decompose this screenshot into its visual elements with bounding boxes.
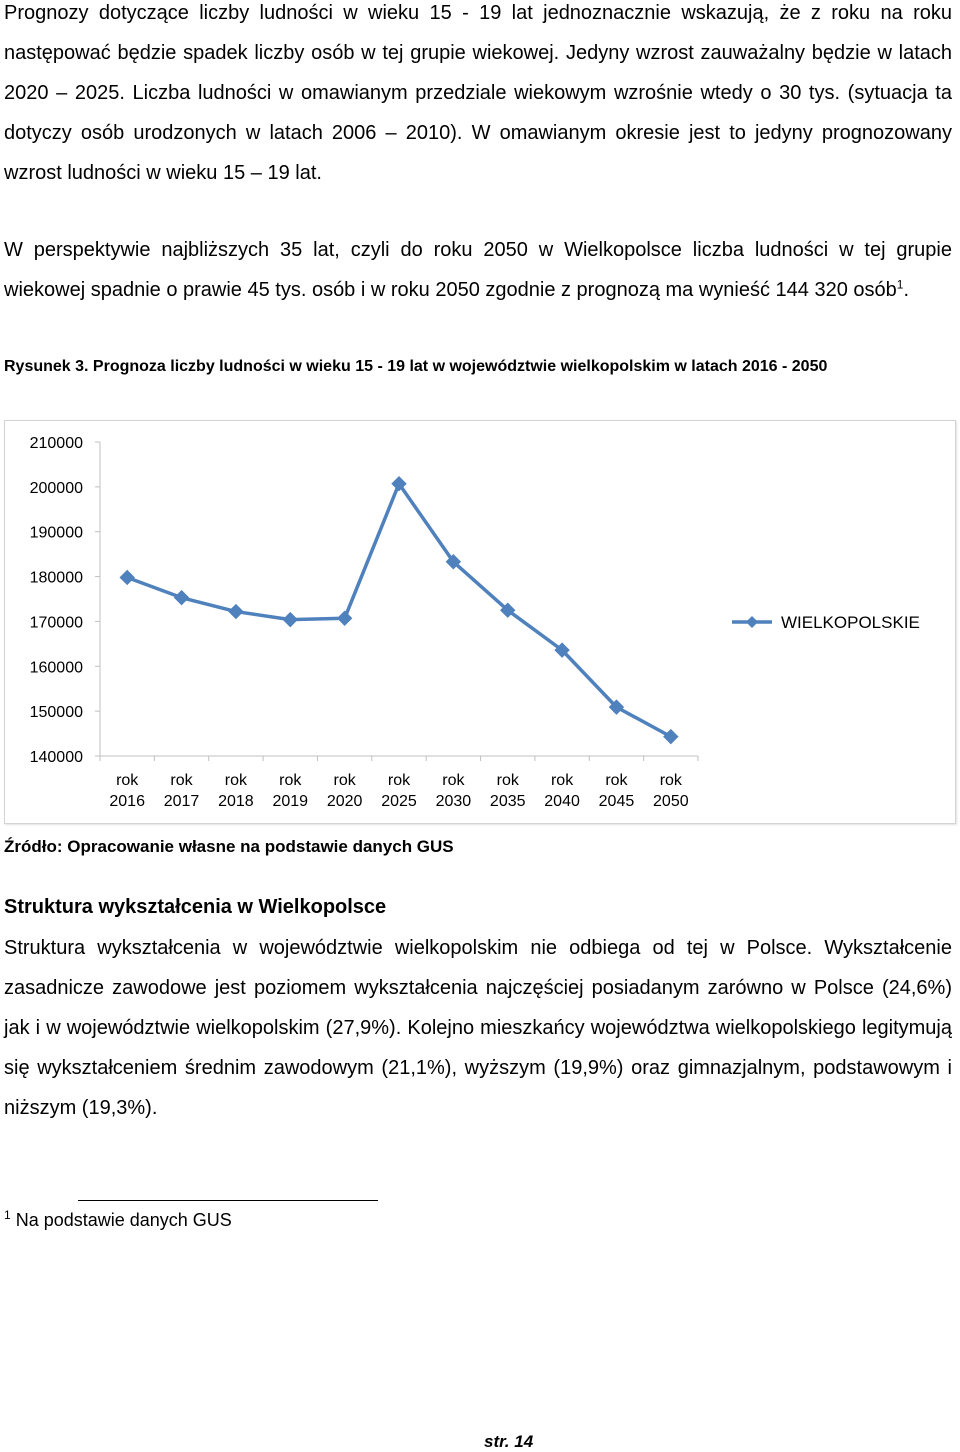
x-tick-label-line: 2016 (109, 793, 145, 810)
x-tick-label-line: rok (116, 772, 139, 789)
x-tick-label-line: 2019 (272, 793, 309, 810)
y-tick-label: 160000 (29, 659, 83, 677)
paragraph-education-structure (4, 928, 952, 1128)
y-tick-label: 190000 (29, 524, 83, 542)
data-point-marker (664, 730, 678, 744)
x-tick-label-line: 2050 (653, 793, 689, 810)
x-tick-label (109, 772, 145, 810)
y-tick-label: 200000 (29, 479, 83, 497)
x-tick-label-line: 2035 (489, 793, 526, 810)
paragraph-text: W perspektywie najbliższych 35 lat, czyli do roku 2050 w Wielkopolsce liczba ludności w tej grupie wiekowej spadnie o prawie 45 tys. osób i w roku 2050 zgodnie z prognozą ma wynieść 144 320 osób (4, 239, 952, 301)
data-point-marker (120, 570, 134, 584)
legend-label: WIELKOPOLSKIE (781, 613, 920, 632)
x-tick-label-line: rok (659, 772, 682, 789)
data-point-marker (283, 613, 297, 627)
x-tick-label (436, 772, 472, 810)
x-tick-label (599, 772, 635, 810)
series-line (127, 484, 671, 737)
x-tick-label-line: 2030 (435, 793, 472, 810)
x-tick-label (381, 772, 417, 810)
figure-source: Źródło: Opracowanie własne na podstawie danych GUS (4, 837, 454, 856)
figure-caption: Rysunek 3. Prognoza liczby ludności w wieku 15 - 19 lat w województwie wielkopolskim w latach 2016 - 2050 (4, 358, 828, 375)
x-tick-label-line: 2040 (544, 793, 580, 810)
population-forecast-chart (4, 420, 956, 824)
footnote-text: Na podstawie danych GUS (10, 1210, 232, 1230)
paragraph-text: Prognozy dotyczące liczby ludności w wieku 15 - 19 lat jednoznacznie wskazują, że z roku na roku następować będzie spadek liczby osób w tej grupie wiekowej. Jedyny wzrost zauważalny będzie w latach 2020 – 2025. Liczba ludności w omawianym przedziale wiekowym wzrośnie wtedy o 30 tys. (sytuacja ta dotyczy osób urodzonych w latach 2006 – 2010). W omawianym okresie jest to jedyny prognozowany wzrost ludności w wieku 15 – 19 lat. (4, 2, 952, 184)
x-tick-label-line: 2017 (163, 793, 200, 810)
y-tick-label: 150000 (29, 704, 83, 722)
x-tick-label-line: rok (170, 772, 193, 789)
x-tick-label-line: rok (224, 772, 248, 789)
legend-marker (746, 616, 758, 628)
x-tick-label (272, 772, 308, 810)
x-tick-label-line: 2045 (598, 793, 635, 810)
footnote-separator (78, 1200, 378, 1201)
y-tick-label: 210000 (29, 435, 83, 452)
x-tick-label-line: rok (442, 772, 465, 789)
x-tick-label-line: rok (387, 772, 411, 789)
data-point-marker (175, 591, 189, 605)
x-tick-label (653, 772, 689, 810)
x-tick-label (164, 772, 200, 810)
paragraph-text: Struktura wykształcenia w województwie wielkopolskim nie odbiega od tej w Polsce. Wykształcenie zasadnicze zawodowe jest poziomem wykształcenia najczęściej posiadanym zarówno w Polsce (24,6%) jak i w województwie wielkopolskim (27,9%). Kolejno mieszkańcy województwa wielkopolskiego legitymują się wykształceniem średnim zawodowym (21,1%), wyższym (19,9%) oraz gimnazjalnym, podstawowym i niższym (19,3%). (4, 937, 952, 1119)
paragraph-perspective-2050 (4, 230, 952, 310)
page-number: str. 14 (484, 1432, 534, 1451)
x-tick-label-line: 2020 (326, 793, 363, 810)
x-tick-label (218, 772, 254, 810)
y-tick-label: 140000 (29, 749, 83, 766)
data-point-marker (338, 611, 352, 625)
x-tick-label-line: rok (496, 772, 519, 789)
x-tick-label-line: rok (605, 772, 628, 789)
x-tick-label-line: 2018 (218, 793, 254, 810)
paragraph-population-forecast (4, 0, 952, 193)
x-tick-label-line: 2025 (381, 793, 417, 810)
x-tick-label (490, 772, 526, 810)
y-tick-label: 180000 (29, 569, 83, 587)
y-tick-label: 170000 (29, 614, 83, 632)
x-tick-label (544, 772, 580, 810)
section-heading: Struktura wykształcenia w Wielkopolsce (4, 896, 387, 918)
data-point-marker (229, 605, 243, 619)
x-tick-label-line: rok (279, 772, 302, 789)
footnote-reference[interactable]: 1 (896, 277, 904, 292)
footnote-mark: 1 (4, 1208, 11, 1222)
paragraph-period: . (903, 279, 910, 301)
footnote (4, 1210, 232, 1231)
x-tick-label-line: rok (333, 772, 356, 789)
x-tick-label-line: rok (550, 772, 574, 789)
x-tick-label (327, 772, 363, 810)
